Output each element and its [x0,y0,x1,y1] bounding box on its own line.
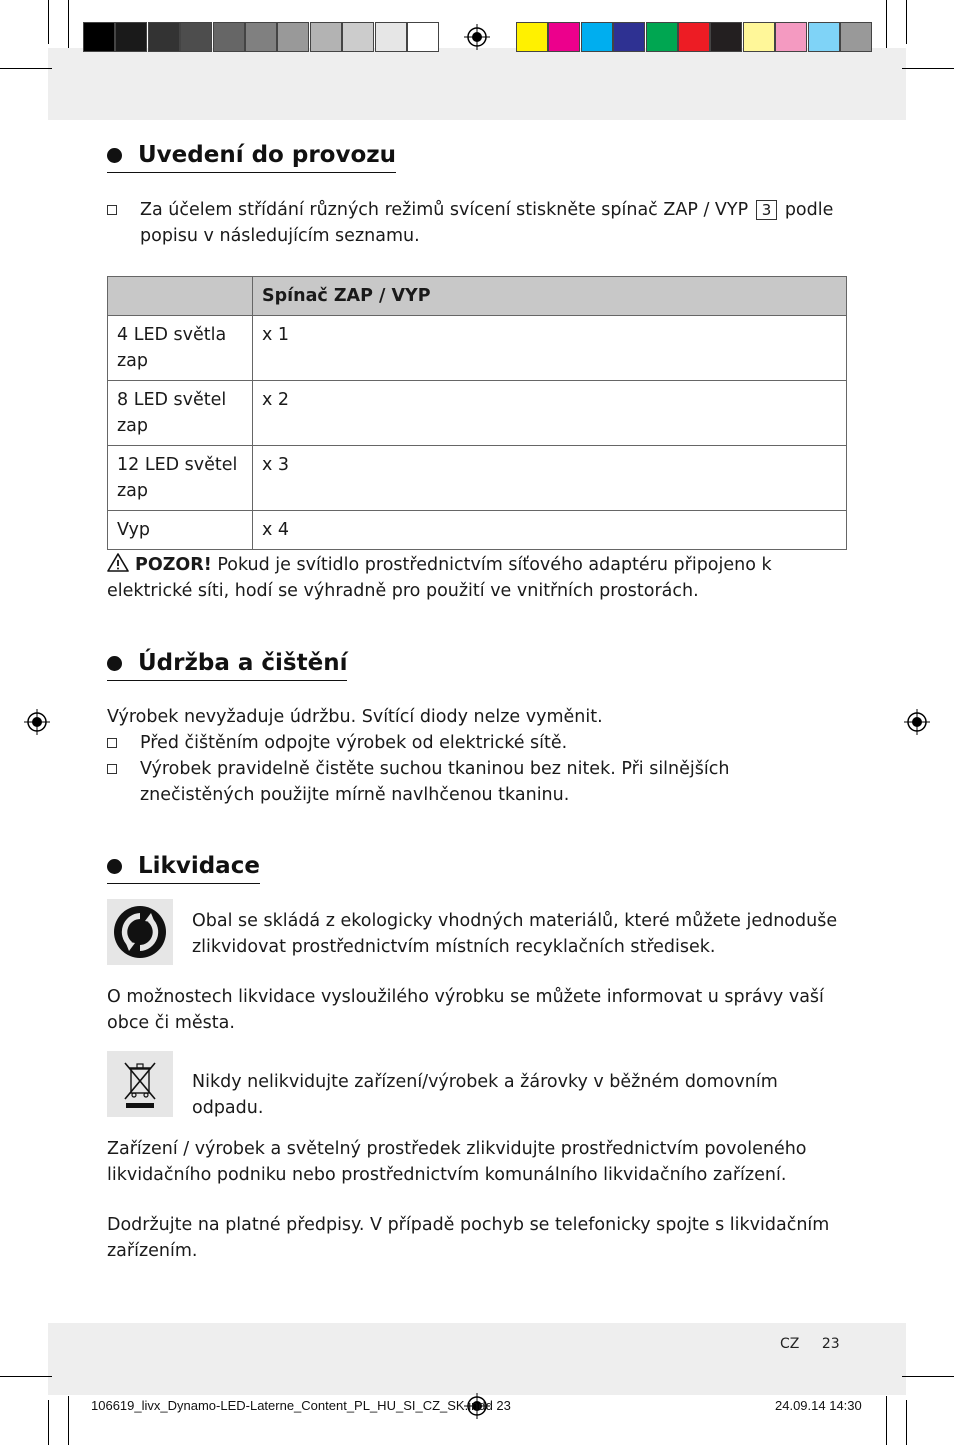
color-swatch [581,22,613,52]
table-header-cell: Spínač ZAP / VYP [253,277,847,316]
crop-mark [48,0,49,44]
table-cell-press: x 3 [253,446,847,511]
bullet-dot-icon [107,859,122,874]
color-swatch [213,22,245,52]
color-swatch [840,22,872,52]
color-swatch [148,22,180,52]
page-footer-label [780,1336,840,1352]
table-cell-mode: Vyp [108,511,253,550]
color-swatch [678,22,710,52]
table-cell-mode: 8 LED světel zap [108,381,253,446]
recycle-icon [107,899,173,965]
color-swatch [743,22,775,52]
crop-mark [0,1376,52,1377]
bullet-text: Výrobek pravidelně čistěte suchou tkaninou bez nitek. Při silnějších znečistěných použijte mírně navlhčenou tkaninu. [140,759,730,805]
registration-mark-icon [464,24,490,50]
color-swatch [277,22,309,52]
section-title-text: Uvedení do provozu [138,142,397,168]
bullet-dot-icon [107,656,122,671]
section-title-maintenance [107,650,347,681]
registration-mark-icon [24,709,50,735]
color-swatch [548,22,580,52]
color-swatch [342,22,374,52]
list-item [107,730,847,756]
warning-text: Pokud je svítidlo prostřednictvím síťového adaptéru připojeno k elektrické síti, hodí se výhradně pro použití ve vnitřních prostorách. [107,555,772,601]
checkbox-bullet-icon [107,738,117,748]
disposal-paragraph: Zařízení / výrobek a světelný prostředek zlikvidujte prostřednictvím povoleného likvidačního podniku nebo prostřednictvím komunálního likvidačního zařízení. [107,1139,807,1185]
color-swatch [115,22,147,52]
recycle-text: Obal se skládá z ekologicky vhodných materiálů, které můžete jednoduše zlikvidovat prostřednictvím místních recyklačních středisek. [192,911,838,957]
crossed-bin-icon [107,1051,173,1117]
table-header-row [108,277,847,316]
checkbox-bullet-icon [107,764,117,774]
crop-mark [902,68,954,69]
crop-mark [0,68,52,69]
warning-paragraph [107,552,847,604]
color-swatch [310,22,342,52]
color-swatch [710,22,742,52]
table-row [108,316,847,381]
crop-mark [886,0,887,48]
table-header-cell [108,277,253,316]
language-code: CZ [780,1336,800,1352]
warning-label: POZOR! [135,555,212,575]
bullet-dot-icon [107,148,122,163]
crop-mark [902,1376,954,1377]
table-row [108,381,847,446]
section-title-text: Údržba a čištění [138,650,348,676]
color-swatch [808,22,840,52]
color-swatch [775,22,807,52]
table-row [108,511,847,550]
bullet-text: Před čištěním odpojte výrobek od elektrické sítě. [140,733,568,753]
color-swatch [245,22,277,52]
color-swatch [375,22,407,52]
color-swatch [613,22,645,52]
bullet-text [140,197,840,249]
mode-table [107,276,847,550]
color-swatch [407,22,439,52]
table-cell-press: x 1 [253,316,847,381]
file-info: 106619_livx_Dynamo-LED-Laterne_Content_PL_HU_SI_CZ_SK.indd 23 [91,1398,511,1413]
key-reference-badge: 3 [756,200,778,220]
section-title-disposal [107,853,260,884]
crop-mark [68,0,69,48]
crop-mark [68,1396,69,1445]
page-number: 23 [821,1336,840,1352]
table-cell-press: x 2 [253,381,847,446]
weee-symbol-box [107,1051,173,1117]
weee-text: Nikdy nelikvidujte zařízení/výrobek a žárovky v běžném domovním odpadu. [192,1072,778,1118]
recycle-symbol-box [107,899,173,965]
table-cell-mode: 4 LED světla zap [108,316,253,381]
color-swatch [83,22,115,52]
registration-mark-icon [904,709,930,735]
table-row [108,446,847,511]
warning-triangle-icon [107,553,129,572]
color-swatch [516,22,548,52]
disposal-info: O možnostech likvidace vysloužilého výrobku se můžete informovat u správy vaší obce či města. [107,987,824,1033]
table-cell-press: x 4 [253,511,847,550]
crop-mark [48,1400,49,1445]
crop-mark [906,1400,907,1445]
footer-band [48,1323,906,1395]
crop-mark [886,1396,887,1445]
bullet-text-part: podle popisu v následujícím seznamu. [140,200,834,246]
maintenance-intro: Výrobek nevyžaduje údržbu. Svítící diody nelze vyměnit. [107,707,603,727]
color-swatch [180,22,212,52]
checkbox-bullet-icon [107,205,117,215]
list-item [107,197,847,249]
color-swatch [646,22,678,52]
section-title-operation [107,142,396,173]
table-cell-mode: 12 LED světel zap [108,446,253,511]
crop-mark [906,0,907,44]
section-title-text: Likvidace [138,853,260,879]
print-date: 24.09.14 14:30 [775,1398,862,1413]
disposal-paragraph: Dodržujte na platné předpisy. V případě pochyb se telefonicky spojte s likvidačním zařízením. [107,1215,830,1261]
list-item [107,756,847,808]
header-band [48,48,906,120]
bullet-text-part: Za účelem střídání různých režimů svícení stiskněte spínač ZAP / VYP [140,200,749,220]
